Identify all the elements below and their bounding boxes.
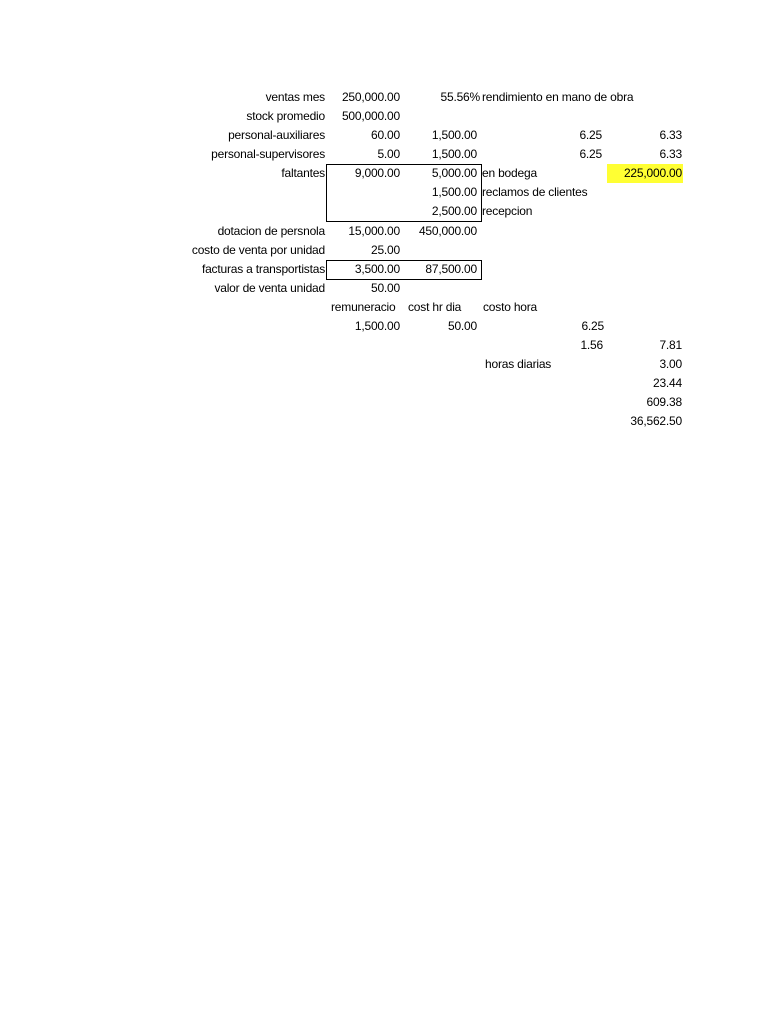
cell-value[interactable]: 6.25 bbox=[579, 128, 602, 142]
cell-value[interactable]: 5,000.00 bbox=[431, 166, 477, 180]
cell-text[interactable]: reclamos de clientes bbox=[482, 185, 588, 199]
cell-value[interactable]: 5.00 bbox=[377, 147, 400, 161]
cell-value[interactable]: 6.25 bbox=[581, 319, 604, 333]
cell-label[interactable]: stock promedio bbox=[246, 109, 325, 123]
cell-value[interactable]: 6.33 bbox=[659, 147, 682, 161]
cell-text[interactable]: rendimiento en mano de obra bbox=[482, 90, 634, 104]
cell-label[interactable]: dotacion de persnola bbox=[217, 224, 325, 238]
cell-text[interactable]: remuneracio bbox=[331, 300, 396, 314]
cell-value[interactable]: 25.00 bbox=[370, 243, 400, 257]
cell-value[interactable]: 23.44 bbox=[652, 376, 682, 390]
cell-label[interactable]: costo de venta por unidad bbox=[191, 243, 325, 257]
cell-value[interactable]: 1,500.00 bbox=[431, 185, 477, 199]
cell-text[interactable]: costo hora bbox=[483, 300, 538, 314]
cell-text[interactable]: en bodega bbox=[482, 166, 537, 180]
cell-value[interactable]: 87,500.00 bbox=[425, 262, 477, 276]
cell-label[interactable]: ventas mes bbox=[265, 90, 325, 104]
cell-value[interactable]: 55.56% bbox=[440, 90, 480, 104]
cell-value[interactable]: 3.00 bbox=[659, 357, 682, 371]
highlighted-cell[interactable]: 225,000.00 bbox=[623, 166, 682, 180]
cell-value[interactable]: 1.56 bbox=[580, 338, 603, 352]
cell-label[interactable]: facturas a transportistas bbox=[201, 262, 325, 276]
cell-value[interactable]: 1,500.00 bbox=[354, 319, 400, 333]
cell-value[interactable]: 6.25 bbox=[579, 147, 602, 161]
cell-value[interactable]: 9,000.00 bbox=[354, 166, 400, 180]
cell-value[interactable]: 500,000.00 bbox=[341, 109, 400, 123]
cell-value[interactable]: 609.38 bbox=[646, 395, 682, 409]
cell-value[interactable]: 50.00 bbox=[447, 319, 477, 333]
cell-value[interactable]: 7.81 bbox=[659, 338, 682, 352]
cell-text[interactable]: horas diarias bbox=[485, 357, 552, 371]
cell-value[interactable]: 3,500.00 bbox=[354, 262, 400, 276]
cell-value[interactable]: 6.33 bbox=[659, 128, 682, 142]
cell-value[interactable]: 15,000.00 bbox=[348, 224, 400, 238]
cell-value[interactable]: 450,000.00 bbox=[418, 224, 477, 238]
cell-value[interactable]: 250,000.00 bbox=[341, 90, 400, 104]
cell-text[interactable]: recepcion bbox=[482, 204, 533, 218]
cell-label[interactable]: personal-supervisores bbox=[211, 147, 325, 161]
cell-value[interactable]: 1,500.00 bbox=[431, 128, 477, 142]
cell-label[interactable]: faltantes bbox=[281, 166, 325, 180]
cell-label[interactable]: valor de venta unidad bbox=[214, 281, 325, 295]
cell-value[interactable]: 60.00 bbox=[370, 128, 400, 142]
cell-value[interactable]: 2,500.00 bbox=[431, 204, 477, 218]
cell-value[interactable]: 1,500.00 bbox=[431, 147, 477, 161]
cell-label[interactable]: personal-auxiliares bbox=[228, 128, 325, 142]
cell-value[interactable]: 50.00 bbox=[370, 281, 400, 295]
cell-text[interactable]: cost hr dia bbox=[408, 300, 462, 314]
cell-value[interactable]: 36,562.50 bbox=[630, 414, 682, 428]
